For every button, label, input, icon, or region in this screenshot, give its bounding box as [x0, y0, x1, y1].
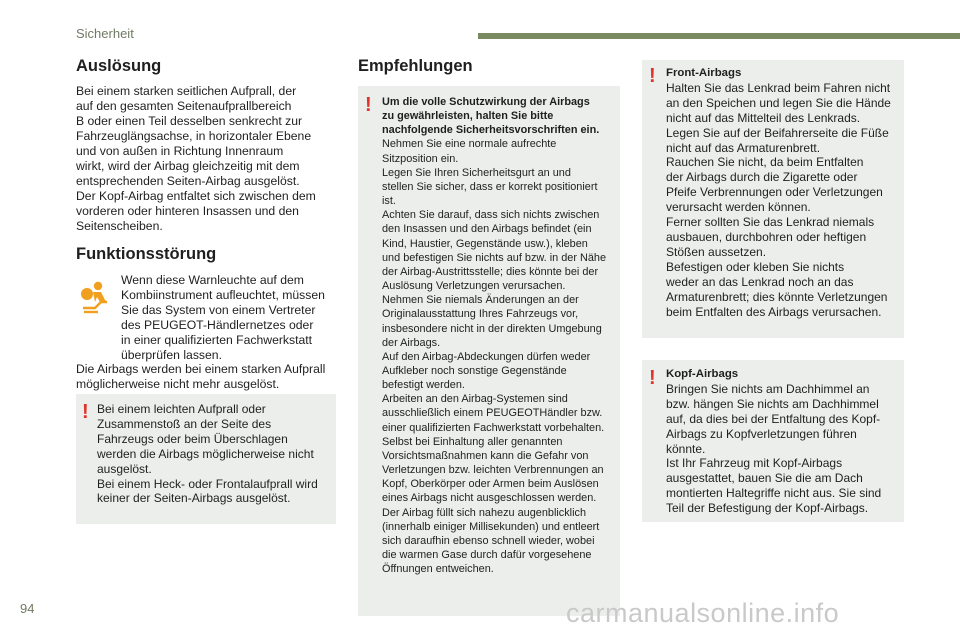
front-line: der Airbags durch die Zigarette oder [666, 170, 858, 185]
empf-line: Vorsichtsmaßnahmen kann die Gefahr von [382, 449, 589, 462]
kopf-airbags-text [666, 367, 902, 516]
empf-line: Öffnungen entweichen. [382, 563, 494, 576]
front-airbags-text [666, 66, 902, 319]
kopf-airbags-title: Kopf-Airbags [666, 368, 739, 380]
warn-line: Zusammenstoß an der Seite des [97, 416, 272, 431]
warning-box-empfehlungen [358, 86, 620, 616]
warn-line: keiner der Seiten-Airbags ausgelöst. [97, 491, 291, 506]
front-line: nicht auf das Armaturenbrett. [666, 140, 821, 155]
kopf-line: Bringen Sie nichts am Dachhimmel an [666, 381, 870, 396]
warning-box-front-airbags [642, 60, 904, 338]
ausloesung-line: B oder einen Teil desselben senkrecht zur [76, 114, 303, 128]
front-line: Armaturenbrett; dies könnte Verletzungen [666, 289, 888, 304]
stoerung-icon-text [121, 273, 341, 363]
ausloesung-line: Bei einem starken seitlichen Aufprall, der [76, 84, 297, 98]
stoerung-line: des PEUGEOT-Händlernetzes oder [121, 318, 314, 332]
empf-line: Kopf, Oberkörper oder Armen beim Auslösen [382, 478, 599, 491]
empf-line: der Airbags. [382, 336, 441, 349]
ausloesung-line: wirkt, wird der Airbag gleichzeitig mit dem [76, 159, 300, 173]
empf-bold-line: zu gewährleisten, halten Sie bitte [382, 110, 554, 123]
warn-line: Fahrzeugs oder beim Überschlagen [97, 431, 288, 446]
front-line: nicht auf das Mittelteil des Lenkrads. [666, 110, 861, 125]
stoerung-line: in einer qualifizierten Fachwerkstatt [121, 333, 313, 347]
empf-line: Auf den Airbag-Abdeckungen dürfen weder [382, 350, 591, 363]
empf-line: befestigt werden. [382, 379, 465, 392]
ausloesung-line: entsprechenden Seiten-Airbag ausgelöst. [76, 174, 300, 188]
warning-box-seitenairbag [76, 394, 336, 524]
empf-line: Nehmen Sie niemals Änderungen an der [382, 294, 579, 307]
kopf-line: montierten Haltegriffe nicht aus. Sie sind [666, 486, 882, 501]
warn-line: werden die Airbags möglicherweise nicht [97, 446, 314, 461]
front-line: Stößen aussetzen. [666, 244, 767, 259]
front-line: verursacht werden können. [666, 200, 811, 215]
kopf-line: auf, da dies bei der Entfaltung des Kopf- [666, 411, 881, 426]
exclamation-icon: ! [82, 401, 89, 423]
warn-line: ausgelöst. [97, 461, 152, 476]
section-bar [478, 33, 960, 39]
title-ausloesung: Auslösung [76, 57, 162, 75]
front-airbags-title: Front-Airbags [666, 67, 742, 79]
empf-line: die warmen Gase durch dafür vorgesehene [382, 549, 592, 561]
empfehlungen-text [382, 95, 618, 576]
title-funktionsstoerung: Funktionsstörung [76, 245, 217, 263]
front-line: an den Speichen und legen Sie die Hände [666, 95, 891, 110]
empf-line: den Insassen und den Airbags befindet (ein [382, 223, 592, 236]
airbag-warning-lamp-icon [80, 280, 114, 314]
kopf-line: könnte. [666, 441, 706, 456]
stoerung-line: überprüfen lassen. [121, 348, 222, 362]
kopf-line: Airbags zu Kopfverletzungen führen [666, 426, 857, 441]
empf-line: Nehmen Sie eine normale aufrechte [382, 138, 557, 151]
ausloesung-text [76, 84, 341, 234]
warning-box-text [97, 402, 333, 506]
stoerung-line: Kombiinstrument aufleuchtet, müssen [121, 288, 325, 302]
front-line: Halten Sie das Lenkrad beim Fahren nicht [666, 80, 891, 95]
empf-line: stellen Sie sicher, dass er korrekt positioniert [382, 180, 598, 193]
empf-line: ausschließlich einem PEUGEOTHändler bzw. [382, 407, 603, 420]
stoerung-text [76, 362, 346, 392]
kopf-line: bzw. hängen Sie nichts am Dachhimmel [666, 396, 879, 411]
empf-line: Aufkleber noch sonstige Gegenstände [382, 364, 567, 377]
ausloesung-line: Fahrzeuglängsachse, in horizontaler Ebene [76, 129, 312, 143]
stoerung-line: möglicherweise nicht mehr ausgelöst. [76, 377, 280, 391]
empf-line: und befestigen Sie nichts auf bzw. in der Nähe [382, 251, 607, 264]
empf-line: Originalausstattung Ihres Fahrzeugs vor, [382, 308, 579, 321]
front-line: weder an das Lenkrad noch an das [666, 274, 854, 289]
empf-line: Achten Sie darauf, dass sich nichts zwischen [382, 209, 600, 222]
front-line: ausbauen, durchbohren oder heftigen [666, 229, 867, 244]
exclamation-icon: ! [649, 367, 656, 389]
ausloesung-line: vorderen oder hinteren Insassen und den [76, 204, 299, 218]
empf-line: ist. [382, 195, 396, 208]
kopf-line: Ist Ihr Fahrzeug mit Kopf-Airbags [666, 456, 843, 471]
warn-line: Bei einem Heck- oder Frontalaufprall wird [97, 476, 318, 491]
ausloesung-line: Der Kopf-Airbag entfaltet sich zwischen dem [76, 189, 316, 203]
stoerung-line: Die Airbags werden bei einem starken Aufprall [76, 362, 326, 376]
empf-bold-line: Um die volle Schutzwirkung der Airbags [382, 96, 590, 108]
ausloesung-line: auf den gesamten Seitenaufprallbereich [76, 99, 292, 113]
exclamation-icon: ! [649, 65, 656, 87]
kopf-line: Teil der Befestigung der Kopf-Airbags. [666, 501, 869, 516]
front-line: Rauchen Sie nicht, da beim Entfalten [666, 155, 864, 170]
empf-line: Der Airbag füllt sich nahezu augenblicklich [382, 506, 587, 519]
stoerung-line: Sie das System von einem Vertreter [121, 303, 316, 317]
watermark: carmanualsonline.info [566, 598, 840, 628]
empf-line: einer qualifizierten Fachwerkstatt vorbehalten. [382, 421, 605, 434]
empf-line: Arbeiten an den Airbag-Systemen sind [382, 393, 568, 406]
front-line: Pfeife Verbrennungen oder Verletzungen [666, 185, 883, 200]
ausloesung-line: und von außen in Richtung Innenraum [76, 144, 284, 158]
section-label: Sicherheit [76, 26, 134, 41]
empf-line: eines Airbags nicht ausgeschlossen werden. [382, 492, 597, 505]
front-line: Ferner sollten Sie das Lenkrad niemals [666, 215, 875, 230]
empf-line: Sitzposition ein. [382, 152, 459, 165]
empf-line: (innerhalb einiger Millisekunden) und entleert [382, 520, 600, 533]
exclamation-icon: ! [365, 94, 372, 116]
ausloesung-line: Seitenscheiben. [76, 219, 163, 233]
warning-box-kopf-airbags [642, 360, 904, 522]
empf-line: Kind, Haustier, Gegenstände usw.), kleben [382, 237, 588, 250]
title-empfehlungen: Empfehlungen [358, 57, 473, 75]
front-line: Befestigen oder kleben Sie nichts [666, 259, 845, 274]
kopf-line: ausgestattet, bauen Sie die am Dach [666, 471, 863, 486]
front-line: beim Entfalten des Airbags verursachen. [666, 304, 882, 319]
page-number: 94 [20, 601, 35, 616]
front-line: Legen Sie auf der Beifahrerseite die Füße [666, 125, 889, 140]
empf-line: Auslösung Verletzungen verursachen. [382, 280, 566, 293]
empf-line: Selbst bei Einhaltung aller genannten [382, 435, 563, 448]
empf-line: Legen Sie Ihren Sicherheitsgurt an und [382, 166, 571, 179]
empf-line: insbesondere nicht in der direkten Umgebung [382, 322, 602, 335]
empf-line: Verletzungen bzw. leichten Verbrennungen an [382, 464, 604, 477]
empf-line: sich daraufhin ebenso schnell wieder, wobei [382, 534, 595, 547]
stoerung-line: Wenn diese Warnleuchte auf dem [121, 273, 304, 287]
empf-bold-line: nachfolgende Sicherheitsvorschriften ein. [382, 124, 600, 137]
empf-line: der Airbag-Austrittsstelle; dies könnte bei der [382, 265, 599, 278]
warn-line: Bei einem leichten Aufprall oder [97, 402, 266, 416]
